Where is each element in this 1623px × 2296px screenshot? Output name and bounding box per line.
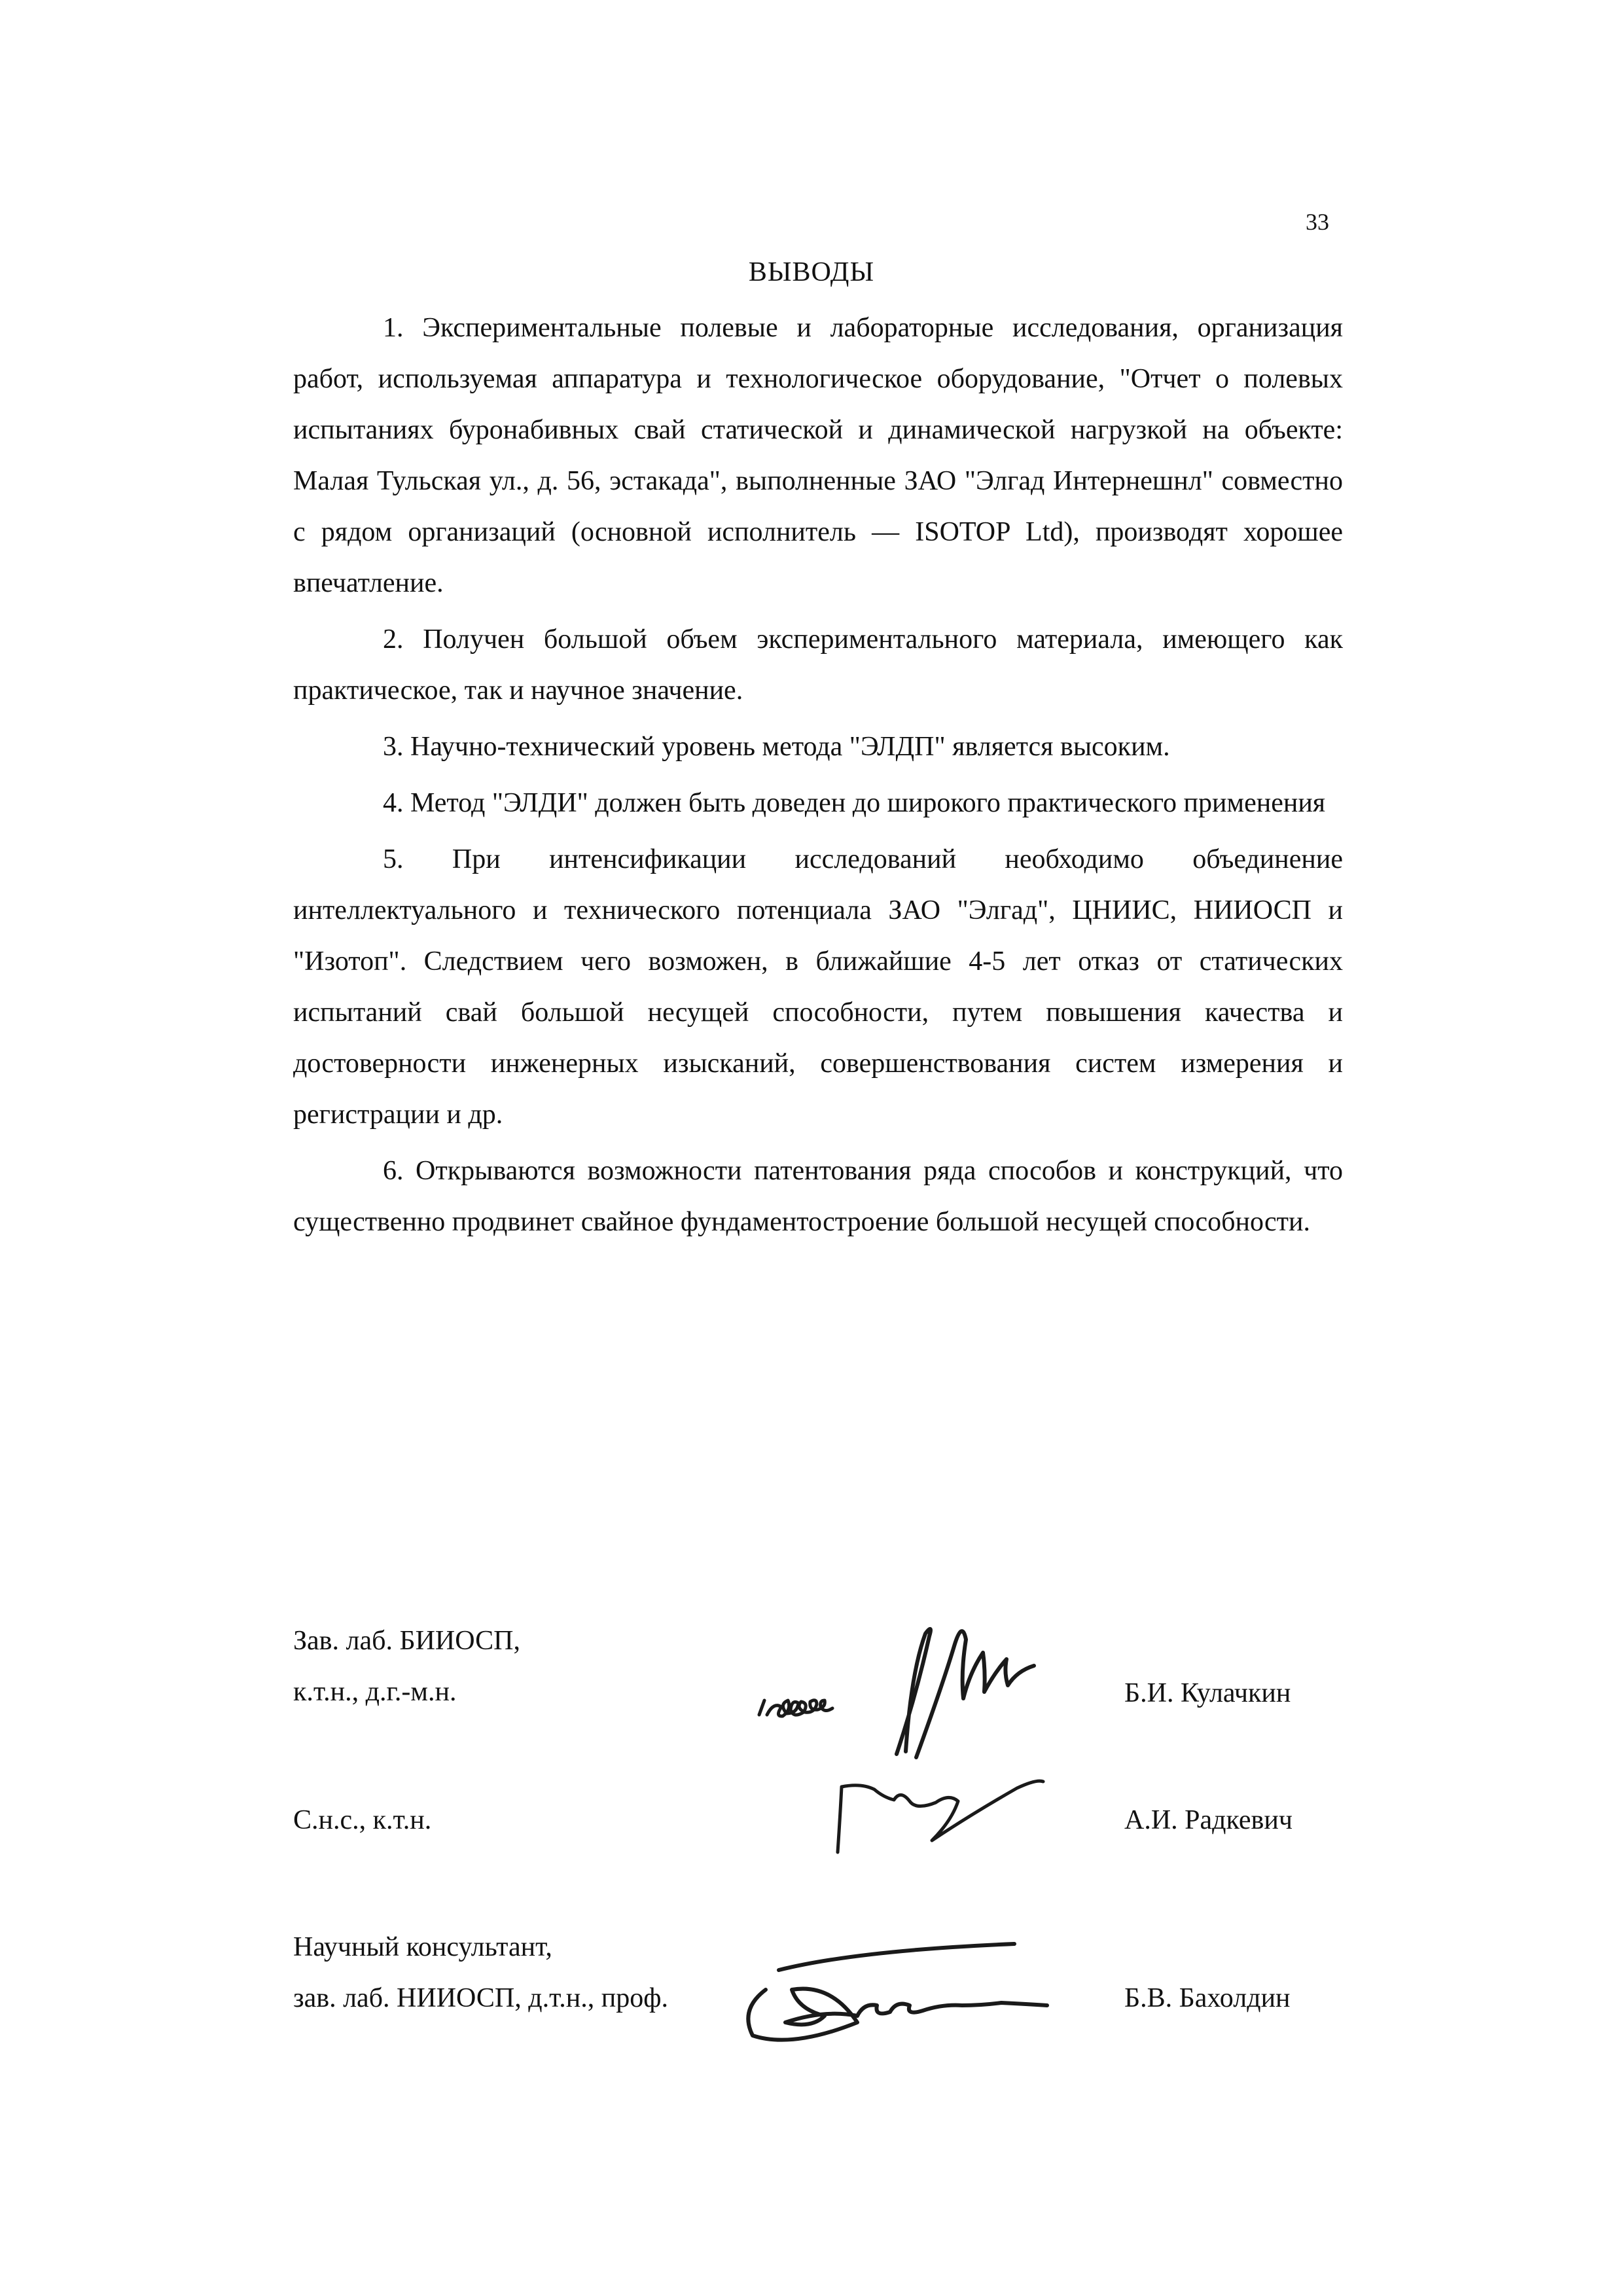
signature-radkevich [825,1761,1126,1878]
signature-date-handwritten [753,1617,1119,1774]
conclusion-paragraph: 2. Получен большой объем экспериментального материала, имеющего как практическое, так и научное значение. [293,624,1343,706]
signatory-3-position-line1: Научный консультант, [293,1932,552,1962]
signatory-3-name: Б.В. Бахолдин [1124,1983,1291,2013]
signature-baholdin [726,1931,1132,2062]
page-title: ВЫВОДЫ [748,257,875,287]
signatory-3-position-line2: зав. лаб. НИИОСП, д.т.н., проф. [293,1983,668,2013]
signatory-2-name: А.И. Радкевич [1124,1805,1293,1835]
conclusion-paragraph: 3. Научно-технический уровень метода "ЭЛДП" является высоким. [383,732,1170,762]
conclusion-paragraph: 1. Экспериментальные полевые и лабораторные исследования, организация работ, используемая аппаратура и технологическое оборудование, "Отчет о полевых испытаниях буронабивных свай статической и динамической нагрузкой на объекте: Малая Тульская ул., д. 56, эстакада", выполненные ЗАО "Элгад Интернешнл" совместно с рядом организаций (основной исполнитель — ISOTOP Ltd), производят хорошее впечатление. [293,313,1343,598]
signatory-1-name: Б.И. Кулачкин [1124,1678,1291,1708]
conclusions-list [293,302,1343,1253]
conclusion-paragraph: 6. Открываются возможности патентования ряда способов и конструкций, что существенно продвинет свайное фундаментостроение большой несущей способности. [293,1156,1343,1237]
signatory-2-position: С.н.с., к.т.н. [293,1805,432,1835]
page-number: 33 [1306,209,1329,235]
signatory-1-position-line1: Зав. лаб. БИИОСП, [293,1626,520,1656]
signatory-1-position [293,1615,520,1717]
conclusion-paragraph: 4. Метод "ЭЛДИ" должен быть доведен до широкого практического применения [383,788,1326,818]
signatory-3-position [293,1922,668,2024]
signatory-1-position-line2: к.т.н., д.г.-м.н. [293,1677,457,1707]
conclusion-paragraph: 5. При интенсификации исследований необходимо объединение интеллектуального и технического потенциала ЗАО "Элгад", ЦНИИС, НИИОСП и "Изотоп". Следствием чего возможен, в ближайшие 4-5 лет отказ от статических испытаний свай большой несущей способности, путем повышения качества и достоверности инженерных изысканий, совершенствования систем измерения и регистрации и др. [293,844,1343,1130]
